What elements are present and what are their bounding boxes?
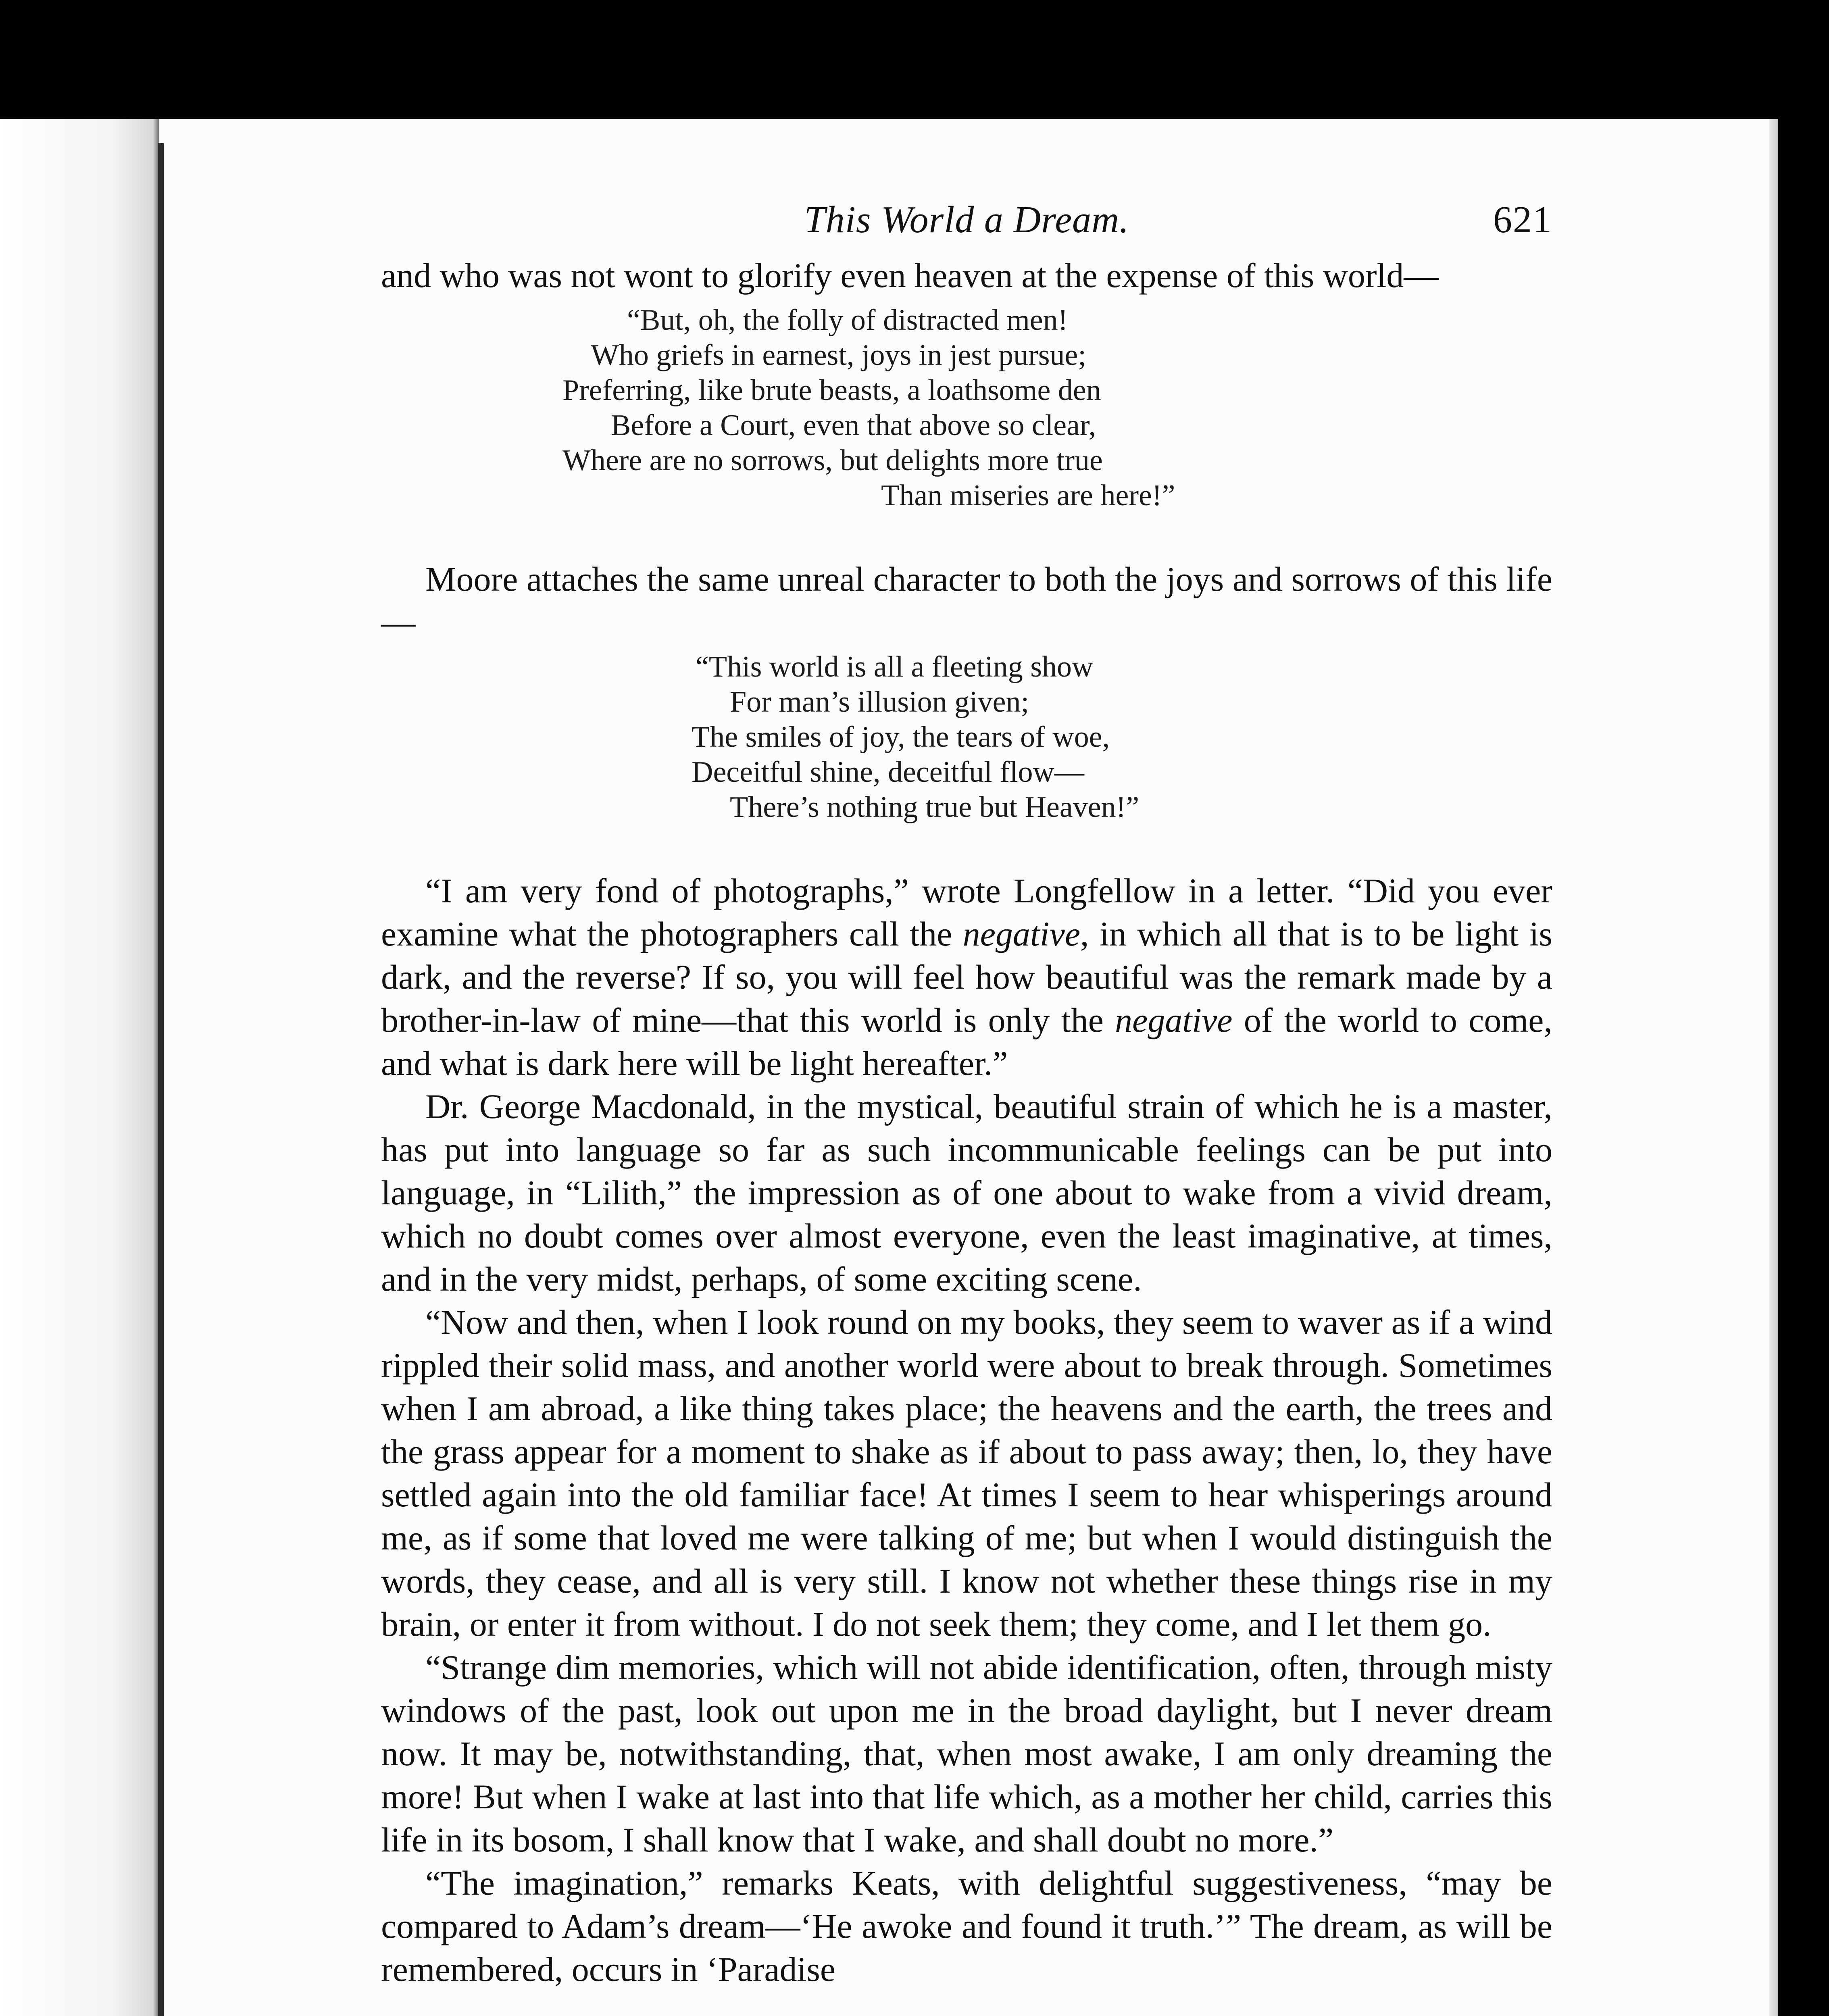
paragraph-text: of the world to come, and what is dark here will be light hereafter.”	[381, 1001, 1552, 1083]
italic-word: negative	[1115, 1001, 1233, 1039]
poem-line: Preferring, like brute beasts, a loathsome den	[562, 374, 1101, 407]
poem-line: Deceitful shine, deceitful flow—	[692, 756, 1084, 789]
paragraph-moore: Moore attaches the same unreal character to both the joys and sorrows of this life—	[381, 560, 1552, 641]
running-title: This World a Dream.	[804, 199, 1129, 241]
book-spine-edge	[158, 143, 164, 2016]
poem-quotation-2	[692, 650, 1552, 825]
running-head	[381, 194, 1552, 246]
paragraph-lilith-quote-2: “Strange dim memories, which will not abide identification, often, through misty windows of the past, look out upon me in the broad daylight, but I never dream now. It may be, notwithstanding, that, when most awake, I am only dreaming the more! But when I wake at last into that life which, as a mother her child, carries this life in its bosom, I shall know that I wake, and shall doubt no more.”	[381, 1648, 1552, 1859]
poem-line: There’s nothing true but Heaven!”	[730, 791, 1139, 824]
paragraph-macdonald: Dr. George Macdonald, in the mystical, beautiful strain of which he is a master, has put into language so far as such incommunicable feelings can be put into language, in “Lilith,” the impression as of one about to wake from a vivid dream, which no doubt comes over almost everyone, even the least imaginative, at times, and in the very midst, perhaps, of some exciting scene.	[381, 1087, 1552, 1298]
paragraph-keats: “The imagination,” remarks Keats, with delightful suggestiveness, “may be compared to Adam’s dream—‘He awoke and found it truth.’” The dream, as will be remembered, occurs in ‘Paradise	[381, 1864, 1552, 1989]
italic-word: negative	[962, 914, 1081, 953]
poem-line: “But, oh, the folly of distracted men!	[627, 304, 1068, 337]
page-gutter-shadow	[0, 119, 159, 2016]
poem-line: Who griefs in earnest, joys in jest pursue;	[591, 339, 1086, 372]
page-right-edge	[1769, 119, 1778, 2016]
paragraph-text: “I am very fond of photographs,” wrote Longfellow in a letter. “Did you ever examine what the photographers call the	[381, 871, 1552, 953]
paragraph-lilith-quote-1: “Now and then, when I look round on my books, they seem to waver as if a wind rippled their solid mass, and another world were about to break through. Sometimes when I am abroad, a like thing takes place; the heavens and the earth, the trees and the grass appear for a moment to shake as if about to pass away; then, lo, they have settled again into the old familiar face! At times I seem to hear whisperings around me, as if some that loved me were talking of me; but when I would distinguish the words, they cease, and all is very still. I know not whether these things rise in my brain, or enter it from without. I do not seek them; they come, and I let them go.	[381, 1303, 1552, 1643]
poem-line: Where are no sorrows, but delights more true	[562, 444, 1103, 477]
paragraph-text: , in which all that is to be light is dark, and the reverse? If so, you will feel how beautiful was the remark made by a brother-in-law of mine—that this world is only the	[381, 914, 1552, 1039]
poem-quotation-1	[562, 303, 1552, 513]
paragraph-longfellow	[381, 869, 1552, 1085]
poem-line: For man’s illusion given;	[730, 685, 1029, 719]
paragraph-intro: and who was not wont to glorify even heaven at the expense of this world—	[381, 256, 1439, 295]
poem-line: “This world is all a fleeting show	[696, 650, 1094, 683]
poem-line: Than miseries are here!”	[881, 479, 1175, 512]
page-text-block	[381, 194, 1552, 1991]
poem-line: The smiles of joy, the tears of woe,	[692, 721, 1110, 754]
poem-line: Before a Court, even that above so clear,	[611, 409, 1096, 442]
page-number: 621	[1493, 199, 1552, 241]
